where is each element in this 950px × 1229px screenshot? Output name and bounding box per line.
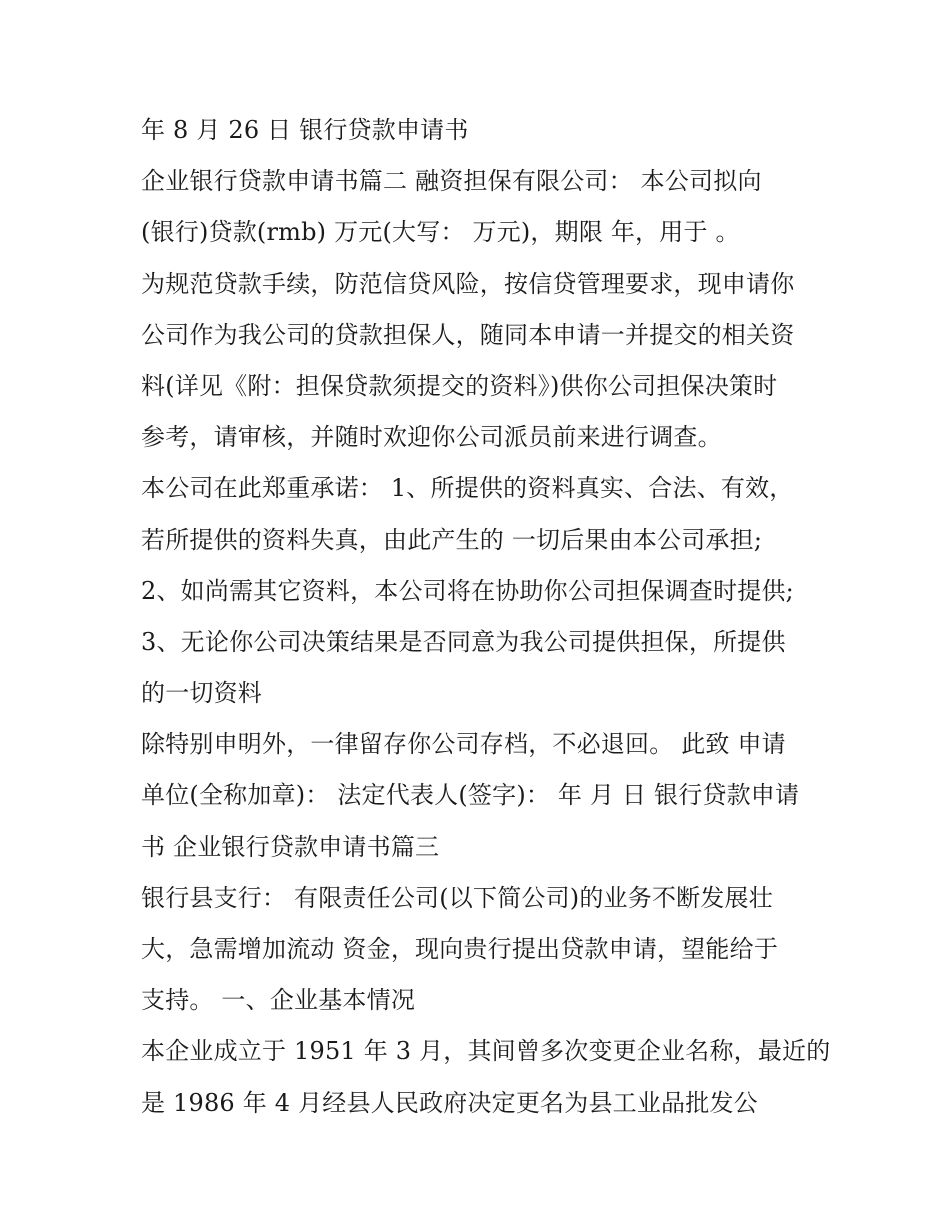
text-line: 的一切资料 bbox=[141, 679, 262, 708]
text-line: 参考，请审核，并随时欢迎你公司派员前来进行调查。 bbox=[141, 423, 722, 452]
text-line: 年 8 月 26 日 银行贷款申请书 bbox=[141, 116, 469, 144]
text-line: 料(详见《附：担保贷款须提交的资料》)供你公司担保决策时 bbox=[141, 371, 778, 400]
text-line: 本企业成立于 1951 年 3 月，其间曾多次变更企业名称，最近的 bbox=[141, 1037, 831, 1066]
text-line: 企业银行贷款申请书篇二 融资担保有限公司： 本公司拟向 bbox=[141, 167, 762, 196]
text-line: 为规范贷款手续，防范信贷风险，按信贷管理要求，现申请你 bbox=[141, 269, 795, 298]
text-line: 公司作为我公司的贷款担保人，随同本申请一并提交的相关资 bbox=[141, 320, 795, 349]
text-line: 书 企业银行贷款申请书篇三 bbox=[141, 832, 440, 861]
document-body bbox=[141, 110, 831, 1134]
text-line: 大，急需增加流动 资金，现向贵行提出贷款申请，望能给于 bbox=[141, 935, 779, 963]
text-line: 是 1986 年 4 月经县人民政府决定更名为县工业品批发公 bbox=[141, 1088, 758, 1117]
text-line: 支持。 一、企业基本情况 bbox=[141, 986, 416, 1015]
text-line: 3、无论你公司决策结果是否同意为我公司提供担保，所提供 bbox=[141, 627, 786, 656]
text-line: 若所提供的资料失真，由此产生的 一切后果由本公司承担; bbox=[141, 525, 763, 554]
text-line: 本公司在此郑重承诺： 1、所提供的资料真实、合法、有效， bbox=[141, 474, 794, 503]
text-line: (银行)贷款(rmb) 万元(大写： 万元)，期限 年，用于 。 bbox=[141, 218, 740, 247]
text-line: 2、如尚需其它资料，本公司将在协助你公司担保调查时提供; bbox=[141, 576, 794, 605]
text-line: 银行县支行： 有限责任公司(以下简公司)的业务不断发展壮 bbox=[141, 883, 773, 912]
text-line: 除特别申明外，一律留存你公司存档，不必退回。 此致 申请 bbox=[141, 730, 786, 759]
text-line: 单位(全称加章)： 法定代表人(签字)： 年 月 日 银行贷款申请 bbox=[141, 781, 800, 810]
